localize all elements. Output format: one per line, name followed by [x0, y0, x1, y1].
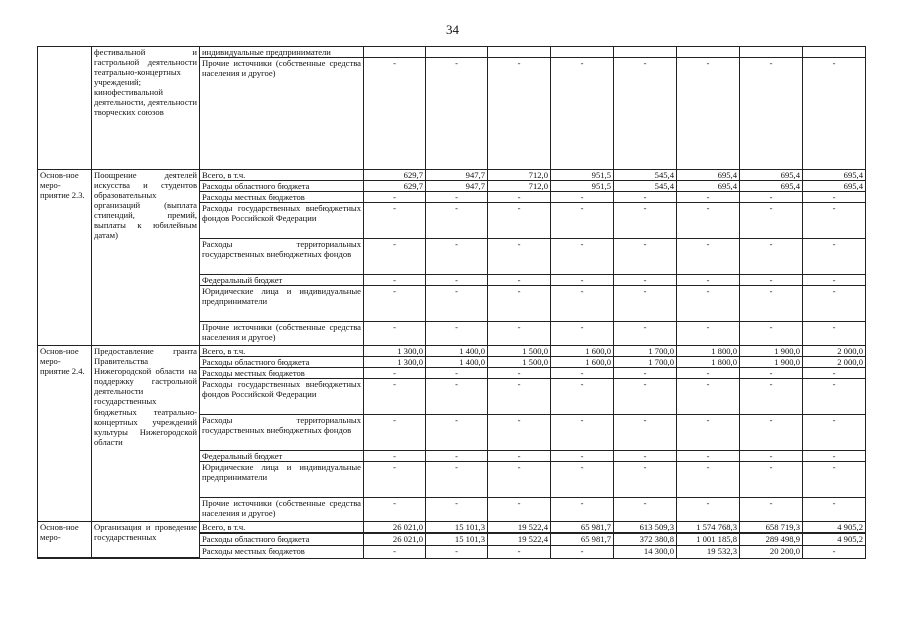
value-cell: -	[677, 192, 740, 203]
value-cell: -	[677, 275, 740, 286]
value-cell: -	[488, 58, 551, 170]
measure-name-cell: фестивальной и гастрольной деятельности театрально-концертных учреждений; кинофестивальной деятельности, деятельности творческих союзов	[92, 47, 200, 170]
value-cell: 1 400,0	[426, 357, 488, 368]
value-cell: 372 380,8	[614, 533, 677, 545]
measure-name-cell: Организация и проведение государственных	[92, 522, 200, 558]
value-cell: 695,4	[740, 181, 803, 192]
value-cell: -	[551, 58, 614, 170]
value-cell: -	[426, 498, 488, 522]
value-cell: -	[364, 239, 426, 275]
value-cell: 20 200,0	[740, 545, 803, 558]
value-cell: 1 400,0	[426, 346, 488, 357]
value-cell: -	[803, 379, 866, 415]
value-cell: -	[614, 462, 677, 498]
value-cell: -	[740, 322, 803, 346]
funding-source-cell: Расходы территориальных государственных внебюджетных фондов	[200, 415, 364, 451]
value-cell: 695,4	[677, 170, 740, 181]
value-cell: 1 300,0	[364, 357, 426, 368]
value-cell: -	[364, 322, 426, 346]
funding-source-cell: индивидуальные предприниматели	[200, 47, 364, 58]
value-cell	[488, 47, 551, 58]
value-cell: -	[364, 275, 426, 286]
value-cell: 1 900,0	[740, 357, 803, 368]
value-cell: -	[803, 286, 866, 322]
value-cell: 712,0	[488, 181, 551, 192]
value-cell: 1 800,0	[677, 357, 740, 368]
value-cell: -	[488, 368, 551, 379]
value-cell: -	[426, 545, 488, 558]
value-cell: 1 900,0	[740, 346, 803, 357]
value-cell: -	[488, 275, 551, 286]
funding-source-cell: Расходы областного бюджета	[200, 181, 364, 192]
value-cell	[426, 47, 488, 58]
value-cell	[677, 47, 740, 58]
value-cell: -	[803, 192, 866, 203]
value-cell: -	[551, 239, 614, 275]
value-cell: -	[614, 275, 677, 286]
value-cell: 26 021,0	[364, 533, 426, 545]
value-cell: -	[677, 379, 740, 415]
value-cell: -	[364, 379, 426, 415]
value-cell: -	[364, 203, 426, 239]
value-cell: 695,4	[803, 170, 866, 181]
value-cell: -	[614, 239, 677, 275]
value-cell: -	[677, 203, 740, 239]
value-cell: -	[614, 451, 677, 462]
value-cell: 65 981,7	[551, 533, 614, 545]
value-cell: -	[551, 322, 614, 346]
value-cell: 613 509,3	[614, 522, 677, 534]
value-cell: -	[614, 58, 677, 170]
budget-table	[37, 46, 866, 559]
value-cell: -	[677, 462, 740, 498]
value-cell: -	[488, 286, 551, 322]
value-cell: 712,0	[488, 170, 551, 181]
value-cell: -	[740, 462, 803, 498]
funding-source-cell: Федеральный бюджет	[200, 275, 364, 286]
table-row	[38, 47, 866, 58]
value-cell: -	[426, 379, 488, 415]
value-cell: -	[803, 58, 866, 170]
value-cell: 1 500,0	[488, 357, 551, 368]
value-cell: -	[364, 462, 426, 498]
value-cell: -	[551, 379, 614, 415]
value-cell: 1 700,0	[614, 357, 677, 368]
value-cell: -	[551, 286, 614, 322]
value-cell: -	[488, 379, 551, 415]
value-cell: -	[488, 322, 551, 346]
funding-source-cell: Расходы государственных внебюджетных фондов Российской Федерации	[200, 203, 364, 239]
value-cell: -	[803, 322, 866, 346]
value-cell: 4 905,2	[803, 533, 866, 545]
funding-source-cell: Юридические лица и индивидуальные предприниматели	[200, 462, 364, 498]
value-cell: 65 981,7	[551, 522, 614, 534]
value-cell: -	[677, 322, 740, 346]
value-cell: -	[551, 203, 614, 239]
measure-name-cell: Предоставление гранта Правительства Нижегородской области на поддержку гастрольной деятельности государственных бюджетных театрально-концертных учреждений культуры Нижегородской области	[92, 346, 200, 522]
value-cell: -	[803, 451, 866, 462]
value-cell: -	[426, 275, 488, 286]
value-cell: -	[488, 239, 551, 275]
value-cell: -	[677, 58, 740, 170]
value-cell	[551, 47, 614, 58]
funding-source-cell: Всего, в т.ч.	[200, 170, 364, 181]
table-row	[38, 346, 866, 357]
value-cell: -	[426, 415, 488, 451]
value-cell: -	[740, 379, 803, 415]
value-cell: -	[614, 415, 677, 451]
value-cell: -	[364, 368, 426, 379]
value-cell: 629,7	[364, 181, 426, 192]
value-cell: 1 700,0	[614, 346, 677, 357]
measure-name-cell: Поощрение деятелей искусства и студентов образовательных организаций (выплата стипендий, премий, выплаты к юбилейным датам)	[92, 170, 200, 346]
value-cell: 951,5	[551, 181, 614, 192]
funding-source-cell: Расходы местных бюджетов	[200, 192, 364, 203]
value-cell: -	[426, 451, 488, 462]
value-cell: -	[426, 322, 488, 346]
value-cell: -	[677, 239, 740, 275]
value-cell: -	[364, 415, 426, 451]
value-cell: -	[426, 239, 488, 275]
value-cell: -	[551, 545, 614, 558]
value-cell: 1 574 768,3	[677, 522, 740, 534]
value-cell: -	[803, 545, 866, 558]
value-cell: 1 600,0	[551, 357, 614, 368]
value-cell: 1 001 185,8	[677, 533, 740, 545]
funding-source-cell: Расходы местных бюджетов	[200, 545, 364, 558]
value-cell: -	[740, 286, 803, 322]
value-cell: -	[551, 462, 614, 498]
value-cell: 695,4	[677, 181, 740, 192]
value-cell: 2 000,0	[803, 357, 866, 368]
value-cell: -	[551, 275, 614, 286]
value-cell: 545,4	[614, 181, 677, 192]
table-row	[38, 170, 866, 181]
value-cell: -	[677, 286, 740, 322]
value-cell: -	[614, 192, 677, 203]
value-cell: -	[614, 203, 677, 239]
value-cell: -	[488, 462, 551, 498]
value-cell	[614, 47, 677, 58]
value-cell: 2 000,0	[803, 346, 866, 357]
value-cell: 15 101,3	[426, 522, 488, 534]
value-cell: -	[488, 545, 551, 558]
value-cell: -	[740, 451, 803, 462]
value-cell: 1 800,0	[677, 346, 740, 357]
funding-source-cell: Расходы государственных внебюджетных фондов Российской Федерации	[200, 379, 364, 415]
value-cell: -	[803, 203, 866, 239]
value-cell: 629,7	[364, 170, 426, 181]
value-cell: -	[740, 275, 803, 286]
value-cell: 19 522,4	[488, 533, 551, 545]
value-cell: -	[426, 286, 488, 322]
value-cell: -	[551, 192, 614, 203]
value-cell: 951,5	[551, 170, 614, 181]
value-cell: -	[740, 58, 803, 170]
funding-source-cell: Прочие источники (собственные средства населения и другое)	[200, 322, 364, 346]
value-cell: 15 101,3	[426, 533, 488, 545]
value-cell: -	[488, 415, 551, 451]
value-cell: -	[803, 368, 866, 379]
value-cell: -	[740, 415, 803, 451]
value-cell: -	[551, 415, 614, 451]
value-cell: -	[488, 451, 551, 462]
funding-source-cell: Расходы областного бюджета	[200, 533, 364, 545]
value-cell: 658 719,3	[740, 522, 803, 534]
value-cell: -	[740, 498, 803, 522]
funding-source-cell: Всего, в т.ч.	[200, 346, 364, 357]
value-cell: 19 532,3	[677, 545, 740, 558]
value-cell: -	[677, 498, 740, 522]
funding-source-cell: Прочие источники (собственные средства населения и другое)	[200, 498, 364, 522]
value-cell: -	[364, 286, 426, 322]
value-cell: -	[426, 58, 488, 170]
measure-number-cell: Основ-ное меро-приятие 2.4.	[38, 346, 92, 522]
table-row	[38, 522, 866, 534]
funding-source-cell: Расходы областного бюджета	[200, 357, 364, 368]
value-cell: 26 021,0	[364, 522, 426, 534]
funding-source-cell: Прочие источники (собственные средства населения и другое)	[200, 58, 364, 170]
value-cell: 695,4	[803, 181, 866, 192]
value-cell: -	[614, 379, 677, 415]
value-cell: -	[488, 192, 551, 203]
value-cell: -	[614, 286, 677, 322]
value-cell: -	[677, 368, 740, 379]
value-cell: -	[614, 368, 677, 379]
value-cell: -	[488, 498, 551, 522]
funding-source-cell: Всего, в т.ч.	[200, 522, 364, 534]
value-cell: -	[803, 415, 866, 451]
value-cell: -	[740, 368, 803, 379]
value-cell: -	[364, 545, 426, 558]
value-cell: -	[614, 498, 677, 522]
measure-number-cell: Основ-ное меро-приятие 2.3.	[38, 170, 92, 346]
funding-source-cell: Юридические лица и индивидуальные предприниматели	[200, 286, 364, 322]
funding-source-cell: Расходы территориальных государственных внебюджетных фондов	[200, 239, 364, 275]
value-cell	[803, 47, 866, 58]
funding-source-cell: Расходы местных бюджетов	[200, 368, 364, 379]
measure-number-cell	[38, 47, 92, 170]
value-cell: 19 522,4	[488, 522, 551, 534]
value-cell: -	[364, 192, 426, 203]
value-cell: -	[803, 239, 866, 275]
value-cell: -	[364, 58, 426, 170]
value-cell: -	[364, 451, 426, 462]
value-cell: -	[740, 239, 803, 275]
value-cell: -	[426, 203, 488, 239]
value-cell: -	[614, 322, 677, 346]
value-cell: -	[426, 192, 488, 203]
measure-number-cell: Основ-ное меро-	[38, 522, 92, 558]
value-cell: -	[551, 451, 614, 462]
value-cell: 545,4	[614, 170, 677, 181]
value-cell: 947,7	[426, 170, 488, 181]
value-cell: -	[551, 368, 614, 379]
value-cell: -	[803, 275, 866, 286]
value-cell: -	[426, 368, 488, 379]
value-cell: 14 300,0	[614, 545, 677, 558]
value-cell: -	[426, 462, 488, 498]
page-number: 34	[446, 22, 459, 37]
value-cell: -	[551, 498, 614, 522]
value-cell	[364, 47, 426, 58]
value-cell: -	[488, 203, 551, 239]
funding-source-cell: Федеральный бюджет	[200, 451, 364, 462]
value-cell: -	[740, 192, 803, 203]
value-cell: 1 500,0	[488, 346, 551, 357]
value-cell: -	[803, 498, 866, 522]
value-cell: -	[677, 451, 740, 462]
value-cell: -	[677, 415, 740, 451]
value-cell: -	[364, 498, 426, 522]
value-cell: 289 498,9	[740, 533, 803, 545]
value-cell: 4 905,2	[803, 522, 866, 534]
value-cell: 1 300,0	[364, 346, 426, 357]
value-cell: -	[740, 203, 803, 239]
value-cell: -	[803, 462, 866, 498]
value-cell: 695,4	[740, 170, 803, 181]
value-cell: 947,7	[426, 181, 488, 192]
value-cell	[740, 47, 803, 58]
value-cell: 1 600,0	[551, 346, 614, 357]
